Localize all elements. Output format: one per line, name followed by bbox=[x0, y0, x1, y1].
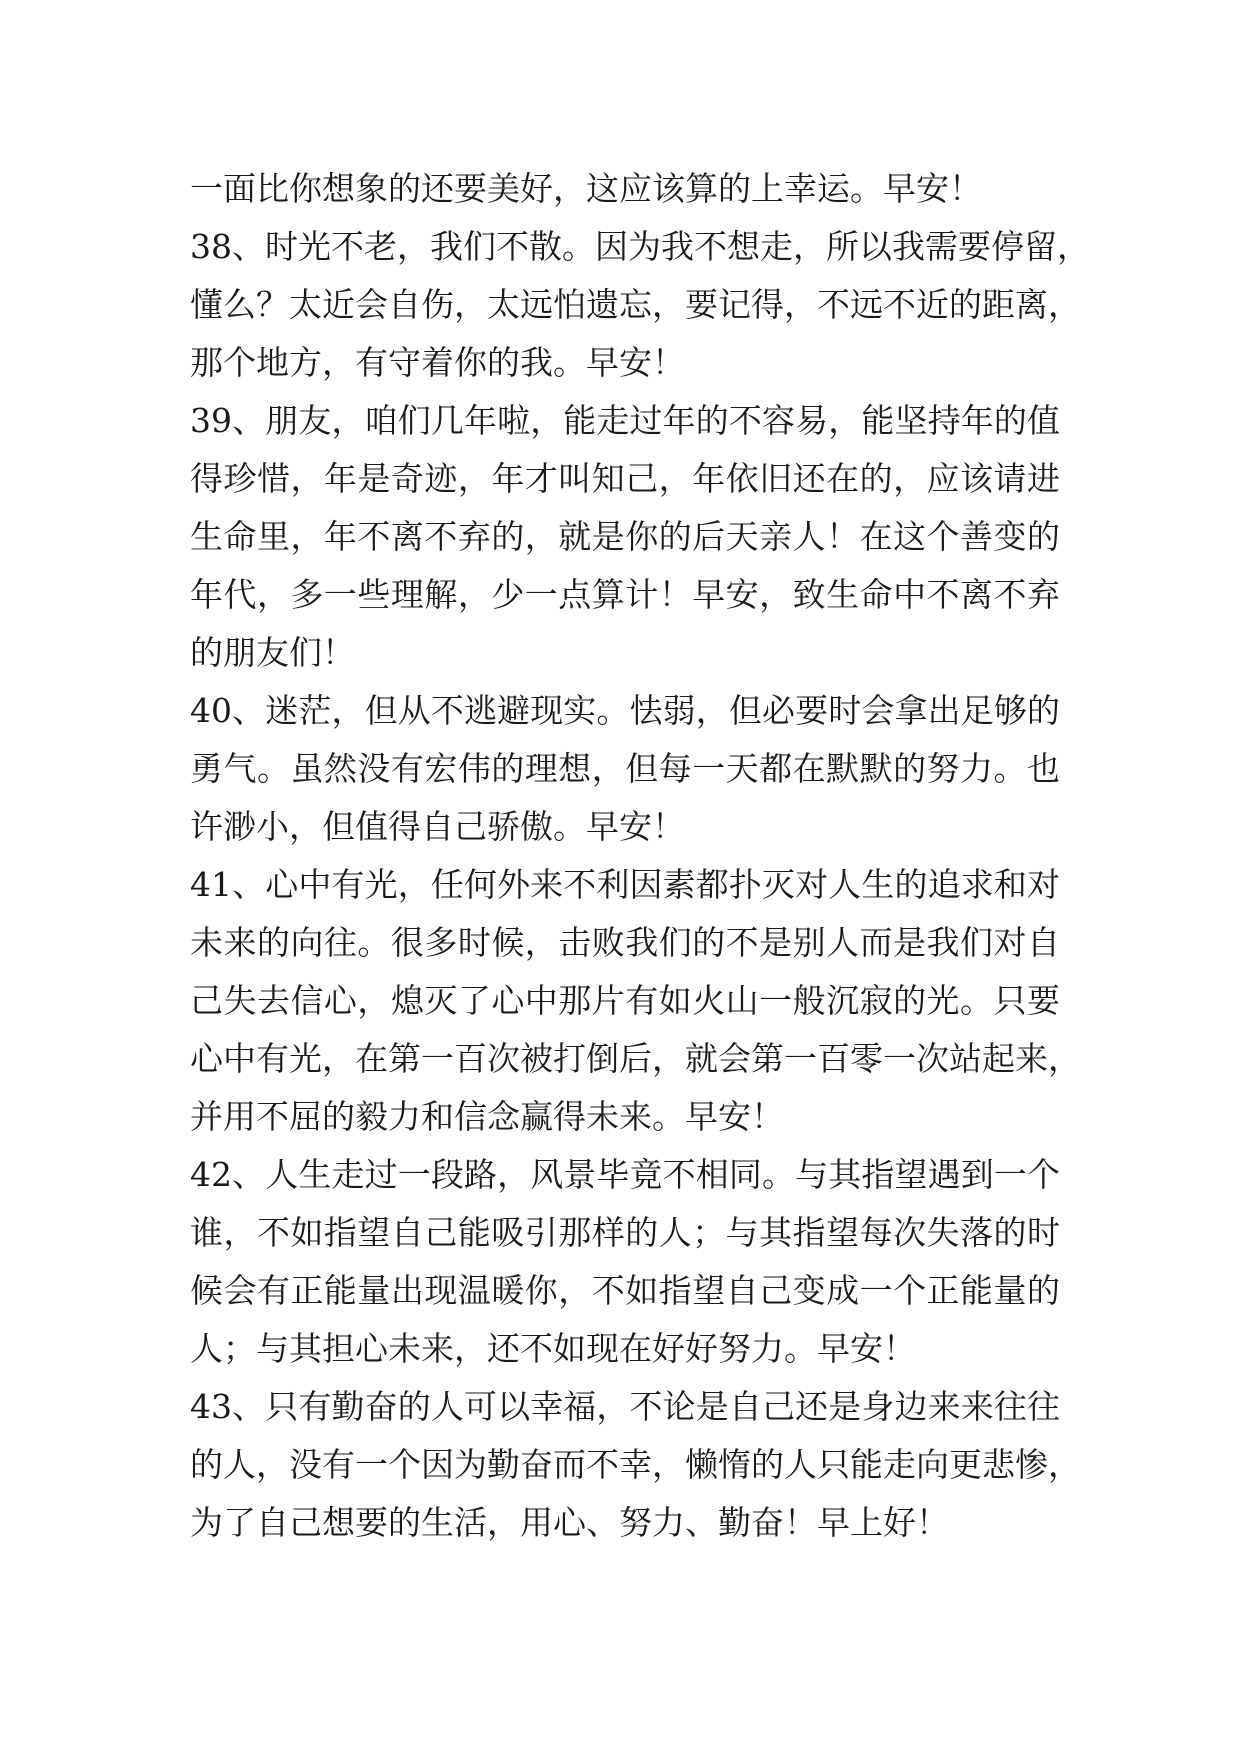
body-text bbox=[190, 160, 1090, 1552]
text-line: 那个地方，有守着你的我。早安！ bbox=[190, 343, 685, 382]
text-line: 候会有正能量出现温暖你，不如指望自己变成一个正能量的 bbox=[190, 1271, 1060, 1310]
text-line: 38、时光不老，我们不散。因为我不想走，所以我需要停留， bbox=[190, 227, 1090, 266]
text-line: 为了自己想要的生活，用心、努力、勤奋！早上好！ bbox=[190, 1503, 949, 1542]
text-line: 40、迷茫，但从不逃避现实。怯弱，但必要时会拿出足够的 bbox=[190, 691, 1060, 730]
text-line: 懂么？太近会自伤，太远怕遗忘，要记得，不远不近的距离， bbox=[190, 285, 1081, 324]
text-line: 43、只有勤奋的人可以幸福，不论是自己还是身边来来往往 bbox=[190, 1387, 1060, 1426]
text-line: 并用不屈的毅力和信念赢得未来。早安！ bbox=[190, 1097, 784, 1136]
text-line: 的朋友们！ bbox=[190, 633, 355, 672]
text-line: 39、朋友，咱们几年啦，能走过年的不容易，能坚持年的值 bbox=[190, 401, 1060, 440]
text-line: 谁，不如指望自己能吸引那样的人；与其指望每次失落的时 bbox=[190, 1213, 1060, 1252]
text-line: 未来的向往。很多时候，击败我们的不是别人而是我们对自 bbox=[190, 923, 1060, 962]
text-line: 42、人生走过一段路，风景毕竟不相同。与其指望遇到一个 bbox=[190, 1155, 1060, 1194]
text-line: 的人，没有一个因为勤奋而不幸，懒惰的人只能走向更悲惨， bbox=[190, 1445, 1081, 1484]
text-line: 生命里，年不离不弃的，就是你的后天亲人！在这个善变的 bbox=[190, 517, 1060, 556]
text-line: 41、心中有光，任何外来不利因素都扑灭对人生的追求和对 bbox=[190, 865, 1060, 904]
text-line: 人；与其担心未来，还不如现在好好努力。早安！ bbox=[190, 1329, 916, 1368]
text-line: 年代，多一些理解，少一点算计！早安，致生命中不离不弃 bbox=[190, 575, 1060, 614]
text-line: 心中有光，在第一百次被打倒后，就会第一百零一次站起来， bbox=[190, 1039, 1081, 1078]
text-line: 得珍惜，年是奇迹，年才叫知己，年依旧还在的，应该请进 bbox=[190, 459, 1060, 498]
text-line: 许渺小，但值得自己骄傲。早安！ bbox=[190, 807, 685, 846]
text-line: 己失去信心，熄灭了心中那片有如火山一般沉寂的光。只要 bbox=[190, 981, 1060, 1020]
text-line: 一面比你想象的还要美好，这应该算的上幸运。早安！ bbox=[190, 169, 982, 208]
text-line: 勇气。虽然没有宏伟的理想，但每一天都在默默的努力。也 bbox=[190, 749, 1060, 788]
